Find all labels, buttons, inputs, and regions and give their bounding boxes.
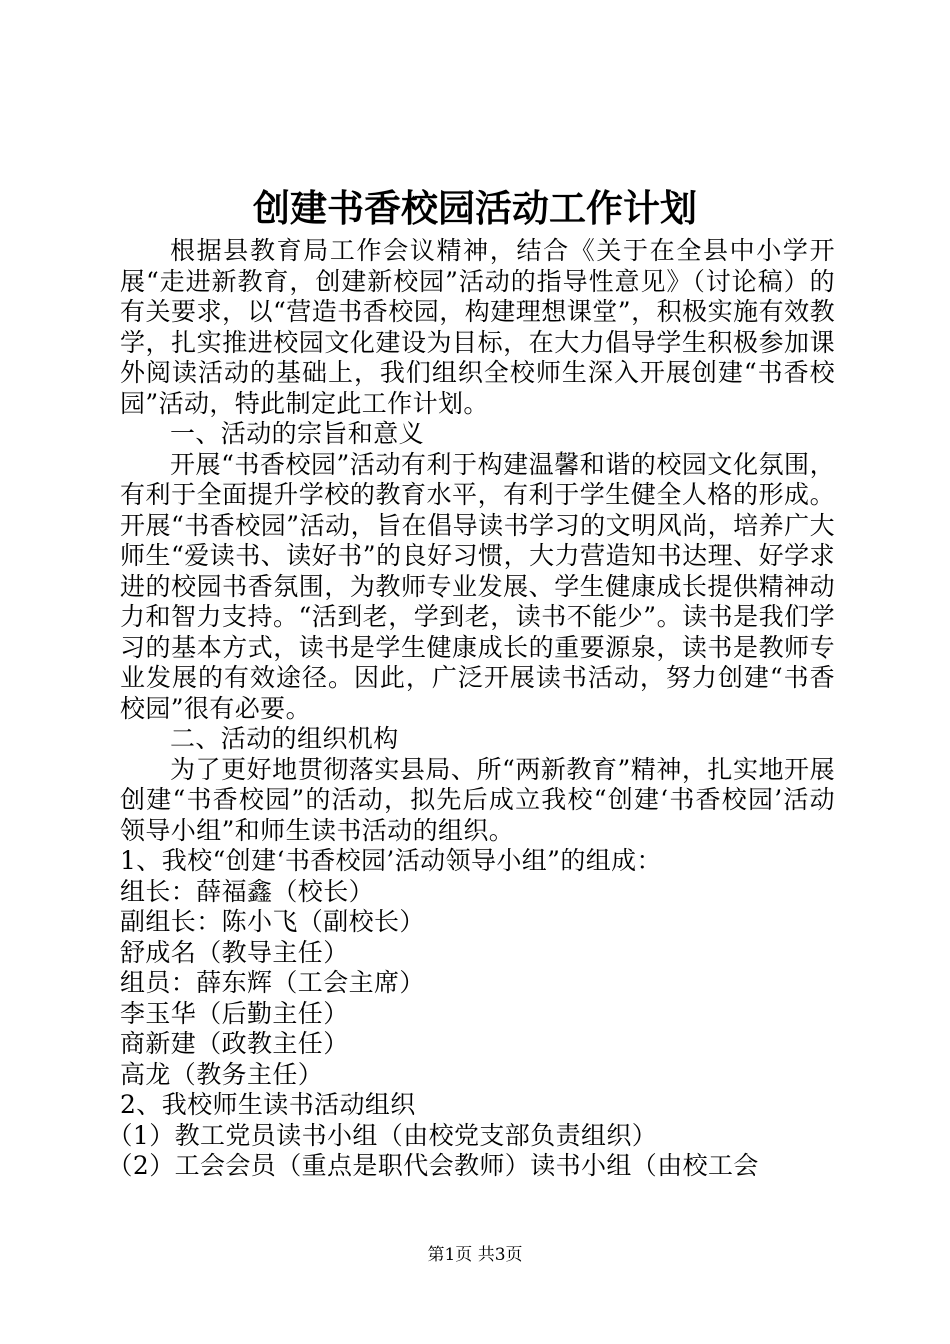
section-heading-organization: 二、活动的组织机构 <box>170 724 399 753</box>
intro-paragraph: 根据县教育局工作会议精神，结合《关于在全县中小学开展“走进新教育，创建新校园”活动的指导性意见》（讨论稿）的有关要求，以“营造书香校园，构建理想课堂”，积极实施有效教学，扎实推进校园文化建设为目标，在大力倡导学生积极参加课外阅读活动的基础上，我们组织全校师生深入开展创建“书香校园”活动，特此制定此工作计划。 <box>120 236 835 418</box>
list-item: 高龙（教务主任） <box>120 1059 324 1089</box>
list-item: 商新建（政教主任） <box>120 1029 349 1058</box>
list-item: 李玉华（后勤主任） <box>120 998 349 1028</box>
section-heading-purpose: 一、活动的宗旨和意义 <box>170 419 425 448</box>
list-item: 组长：薛福鑫（校长） <box>120 876 375 906</box>
list-item: 1、我校“创建‘书香校园’活动领导小组”的组成： <box>120 846 662 875</box>
list-item: 舒成名（教导主任） <box>120 937 349 967</box>
organization-paragraph: 为了更好地贯彻落实县局、所“两新教育”精神，扎实地开展创建“书香校园”的活动，拟先后成立我校“创建‘书香校园’活动领导小组”和师生读书活动的组织。 <box>120 754 835 845</box>
list-item: 2、我校师生读书活动组织 <box>120 1090 416 1119</box>
list-item: 副组长：陈小飞（副校长） <box>120 907 425 936</box>
list-item: （2）工会会员（重点是职代会教师）读书小组（由校工会 <box>107 1151 759 1180</box>
page-footer: 第1页 共3页 <box>427 1245 523 1265</box>
document-body <box>107 236 835 1182</box>
list-item: 组员：薛东辉（工会主席） <box>120 968 425 997</box>
list-item: （1）教工党员读书小组（由校党支部负责组织） <box>107 1120 658 1150</box>
document-title: 创建书香校园活动工作计划 <box>253 186 697 230</box>
purpose-paragraph: 开展“书香校园”活动有利于构建温馨和谐的校园文化氛围，有利于全面提升学校的教育水平，有利于学生健全人格的形成。开展“书香校园”活动，旨在倡导读书学习的文明风尚，培养广大师生“爱读书、读好书”的良好习惯，大力营造知书达理、好学求进的校园书香氛围，为教师专业发展、学生健康成长提供精神动力和智力支持。“活到老，学到老，读书不能少”。读书是我们学习的基本方式，读书是学生健康成长的重要源泉，读书是教师专业发展的有效途径。因此，广泛开展读书活动，努力创建“书香校园”很有必要。 <box>120 449 835 723</box>
